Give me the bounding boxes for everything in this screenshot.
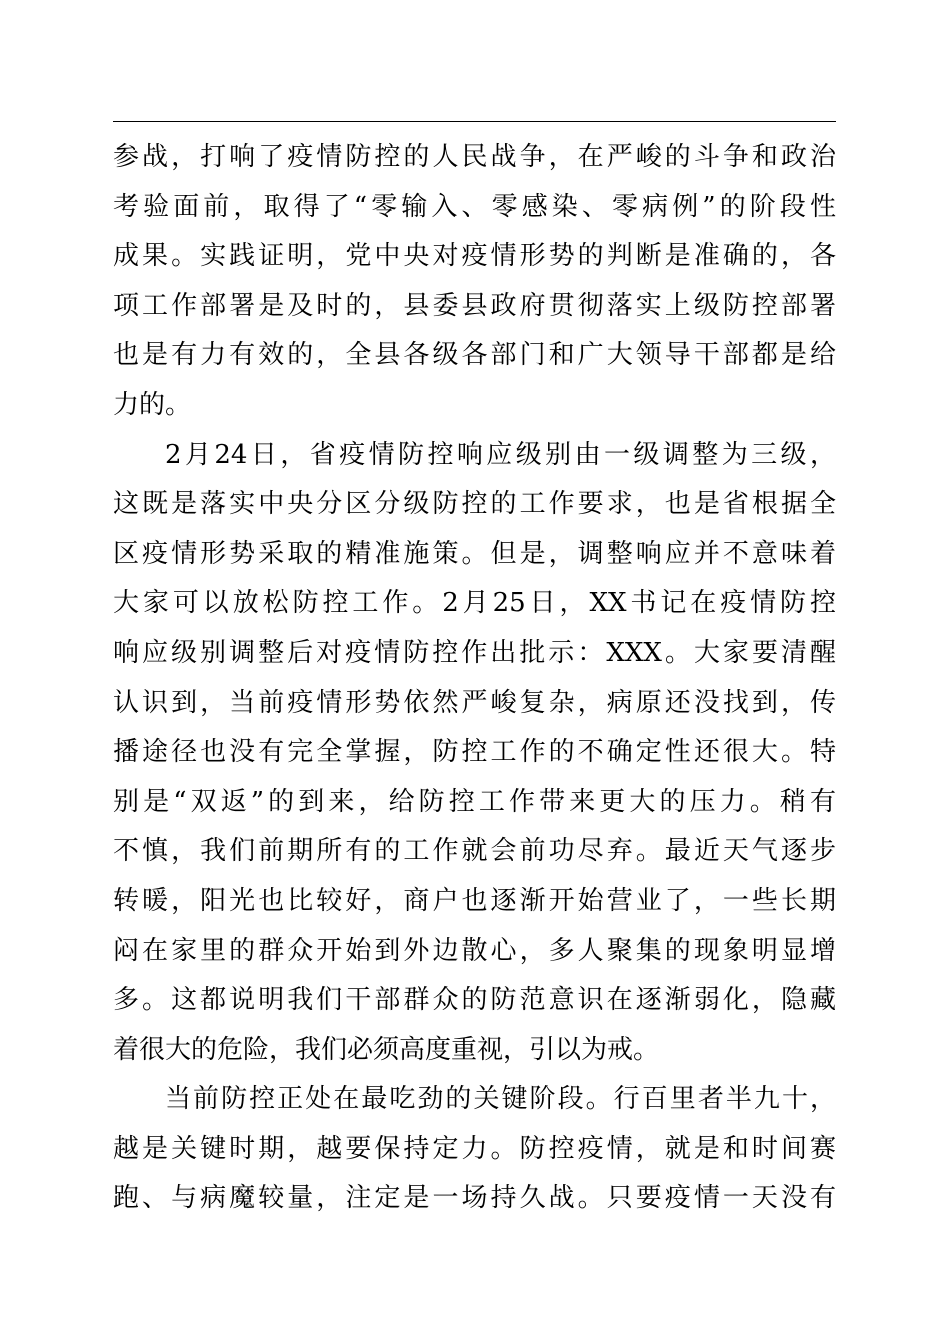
text-line: 跑、与病魔较量，注定是一场持久战。只要疫情一天没有: [113, 1183, 836, 1214]
paragraph-1: [113, 133, 836, 431]
text-line: 参战，打响了疫情防控的人民战争，在严峻的斗争和政治: [113, 142, 836, 172]
text-line: 转暖，阳光也比较好，商户也逐渐开始营业了，一些长期: [113, 885, 836, 916]
text-line: 别是“双返”的到来，给防控工作带来更大的压力。稍有: [113, 786, 836, 817]
text-line: 成果。实践证明，党中央对疫情形势的判断是准确的，各: [113, 241, 836, 272]
text-line: 多。这都说明我们干部群众的防范意识在逐渐弱化，隐藏: [113, 985, 836, 1016]
text-line: 闷在家里的群众开始到外边散心，多人聚集的现象明显增: [113, 935, 836, 966]
text-line: 播途径也没有完全掌握，防控工作的不确定性还很大。特: [113, 737, 836, 768]
paragraph-2: [113, 431, 836, 1076]
text-line: 区疫情形势采取的精准施策。但是，调整响应并不意味着: [113, 538, 836, 569]
text-line: 响应级别调整后对疫情防控作出批示：XXX。大家要清醒: [113, 637, 836, 668]
text-line: 考验面前，取得了“零输入、零感染、零病例”的阶段性: [113, 191, 836, 222]
header-rule: [113, 121, 836, 122]
text-line: 这既是落实中央分区分级防控的工作要求，也是省根据全: [113, 489, 836, 520]
text-line: 越是关键时期，越要保持定力。防控疫情，就是和时间赛: [113, 1133, 836, 1164]
text-line: 力的。: [113, 389, 192, 420]
text-line: 着很大的危险，我们必须高度重视，引以为戒。: [113, 1034, 660, 1065]
paragraph-3: [113, 1075, 836, 1224]
text-line: 当前防控正处在最吃劲的关键阶段。行百里者半九十，: [165, 1084, 836, 1115]
document-body: [113, 133, 836, 1224]
text-line: 大家可以放松防控工作。2月25日，XX书记在疫情防控: [113, 588, 836, 619]
text-line: 认识到，当前疫情形势依然严峻复杂，病原还没找到，传: [113, 687, 836, 718]
text-line: 2月24日，省疫情防控响应级别由一级调整为三级，: [165, 439, 836, 470]
text-line: 也是有力有效的，全县各级各部门和广大领导干部都是给: [113, 340, 836, 371]
text-line: 不慎，我们前期所有的工作就会前功尽弃。最近天气逐步: [113, 836, 836, 867]
text-line: 项工作部署是及时的，县委县政府贯彻落实上级防控部署: [113, 290, 836, 321]
